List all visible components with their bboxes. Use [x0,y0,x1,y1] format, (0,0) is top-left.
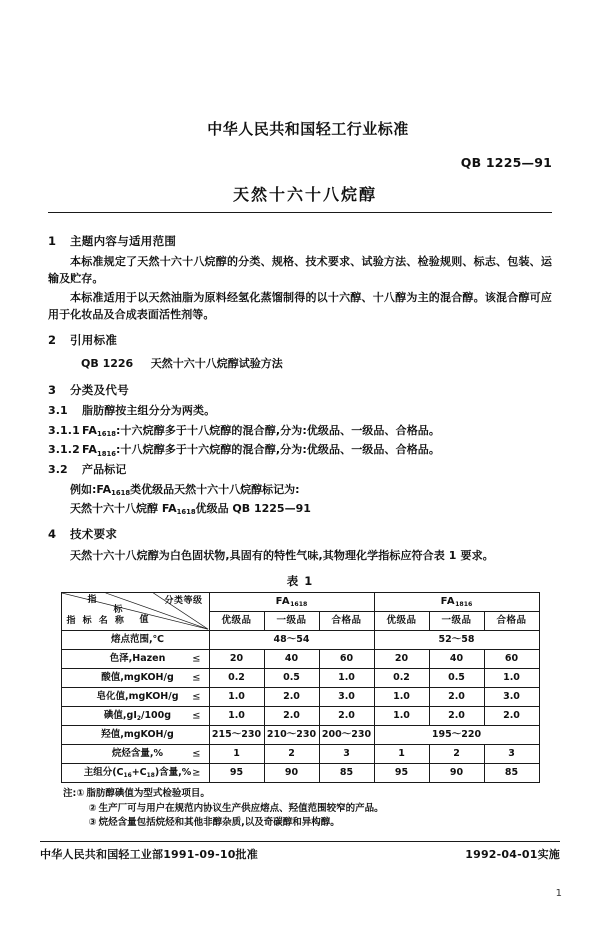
table-row [61,668,539,687]
row-value-cell: 195～220 [374,725,539,744]
standard-number: QB 1225—91 [460,155,552,170]
row-operator: ≥ [192,767,201,779]
approval-statement: 中华人民共和国轻工业部1991-09-10批准 [40,848,258,861]
row-value-cell: 200～230 [319,725,374,744]
clause-heading-1 [48,233,552,250]
clause-number-1: 1 [48,234,57,248]
clause-4-para-1: 天然十六十八烷醇为白色固状物,具固有的特性气味,其物理化学指标应符合表 1 要求。 [70,548,494,562]
row-label-melting-point [61,630,209,649]
product-mark-line-post: 优级品 QB 1225—91 [195,501,311,515]
clause-title-2: 引用标准 [70,333,118,348]
subclause-text-3-1: 脂肪醇按主组分分为两类。 [82,404,216,417]
row-label-text: 烷烃含量,% [111,747,164,759]
row-label-subscript-1: 16 [123,772,132,779]
subclause-number-3-2: 3.2 [48,463,68,477]
row-value-cell: 2.0 [319,706,374,725]
product-mark-line-subscript: 1618 [176,507,196,516]
product-mark-example-post: 类优级品天然十六十八烷醇标记为: [130,482,300,496]
clause-heading-4 [48,526,552,543]
table-grade-header-3: 合格品 [319,611,374,630]
row-operator: ≤ [192,691,201,703]
note-marker: ① [76,787,85,799]
row-value-cell: 95 [374,763,429,782]
table-note-item [61,816,539,831]
row-label-text: 羟值,mgKOH/g [101,728,174,740]
table-corner-value-char-1: 指 [87,594,98,605]
row-label-iodine-value [61,706,209,725]
clause-1-para-1: 本标准规定了天然十六十八烷醇的分类、规格、技术要求、试验方法、检验规则、标志、包装、运输及贮存。 [48,255,552,286]
clause-number-3: 3 [48,382,57,397]
row-value-cell: 1.0 [209,687,264,706]
table-caption: 表 1 [286,573,314,588]
row-value-cell: 2.0 [264,706,319,725]
title-block [48,118,552,205]
row-value-cell: 3 [484,744,539,763]
table-row [61,649,539,668]
row-value-cell: 215～230 [209,725,264,744]
table-corner-value-char-3: 值 [139,614,150,625]
table-grade-header-6: 合格品 [484,611,539,630]
row-label-text-mid: +C [131,766,147,778]
row-value-cell: 2.0 [429,687,484,706]
row-label-text: 熔点范围,℃ [110,633,165,645]
row-label-subscript: 2 [136,715,141,722]
referenced-standard-code: QB 1226 [81,356,134,370]
group-1-code: FA [275,596,291,608]
product-mark-example [48,482,552,499]
row-value-cell: 3.0 [484,687,539,706]
row-value-cell: 2.0 [264,687,319,706]
subclause-text-3-1-1: :十六烷醇多于十八烷醇的混合醇,分为:优级品、一级品、合格品。 [115,423,441,437]
row-label-text: 色泽,Hazen [109,652,166,664]
clause-title-4: 技术要求 [70,527,118,542]
subclause-code-3-1-2: FA [82,443,97,457]
subclause-number-3-1: 3.1 [48,404,68,417]
subclause-3-2 [48,462,552,479]
clause-number-2: 2 [48,333,57,348]
row-value-cell: 1.0 [319,668,374,687]
table-row [61,744,539,763]
product-mark-example-pre: 例如:FA [70,482,112,496]
row-value-cell: 20 [374,649,429,668]
row-value-cell: 3.0 [319,687,374,706]
row-value-cell: 48～54 [209,630,374,649]
clause-1-para-2: 本标准适用于以天然油脂为原料经氢化蒸馏制得的以十六醇、十八醇为主的混合醇。该混合醇可应用于化妆品及合成表面活性剂等。 [48,290,552,321]
clause-heading-2 [48,332,552,349]
clause-heading-3 [48,382,552,399]
product-mark-line-pre: 天然十六十八烷醇 FA [70,501,177,515]
row-label-text-pre: 主组分(C [83,766,124,778]
specification-table [61,592,540,783]
subclause-3-1 [48,403,552,420]
row-value-cell: 3 [319,744,374,763]
row-value-cell: 2.0 [484,706,539,725]
row-label-text: 酸值,mgKOH/g [101,671,174,683]
product-mark-example-subscript: 1618 [111,489,131,498]
subclause-text-3-2: 产品标记 [82,463,127,477]
row-value-cell: 85 [484,763,539,782]
subclause-3-1-2 [48,442,552,459]
row-value-cell: 60 [319,649,374,668]
table-corner-name-label: 指 标 名 称 [66,616,126,627]
group-1-subscript: 1618 [290,601,308,609]
table-notes [61,787,539,831]
table-grade-header-1: 优级品 [209,611,264,630]
group-2-subscript: 1816 [455,601,473,609]
table-corner-grade-label: 分类等级 [164,595,203,606]
row-value-cell: 2 [264,744,319,763]
row-value-cell: 2 [429,744,484,763]
row-value-cell: 1 [374,744,429,763]
subclause-3-1-1 [48,423,552,440]
table-grade-header-5: 一级品 [429,611,484,630]
row-value-cell: 1.0 [209,706,264,725]
group-2-code: FA [440,596,456,608]
table-grade-header-4: 优级品 [374,611,429,630]
note-text: 脂肪醇碘值为型式检验项目。 [86,787,210,799]
footer-divider [40,841,560,842]
table-row [61,706,539,725]
row-value-cell: 1.0 [374,687,429,706]
row-operator: ≤ [192,710,201,722]
row-value-cell: 0.2 [374,668,429,687]
row-label-subscript-2: 18 [146,772,155,779]
table-row [61,630,539,649]
row-label-text-post: /100g [140,709,172,721]
row-label-text-post: )含量,% [154,766,192,778]
page-number: 1 [555,888,562,899]
product-mark-line [48,501,552,518]
effective-date: 1992-04-01实施 [465,848,560,861]
row-label-saponification-value [61,687,209,706]
subclause-number-3-1-2: 3.1.2 [48,443,80,457]
clause-title-3: 分类及代号 [70,382,129,397]
row-value-cell: 20 [209,649,264,668]
table-corner-cell [61,592,209,630]
table-row [61,763,539,782]
subclause-code-subscript-3-1-1: 1618 [96,429,116,438]
row-value-cell: 40 [429,649,484,668]
row-value-cell: 90 [429,763,484,782]
row-operator: ≤ [192,748,201,760]
row-label-text-pre: 碘值,gI [103,709,137,721]
note-marker: ③ [88,817,97,829]
table-corner-value-char-2: 标 [113,604,124,615]
subclause-number-3-1-1: 3.1.1 [48,423,80,437]
clause-number-4: 4 [48,527,57,542]
row-operator: ≤ [192,653,201,665]
row-value-cell: 95 [209,763,264,782]
row-label-main-component-content [61,763,209,782]
row-label-alkane-content [61,744,209,763]
table-header-row-groups [61,592,539,611]
subclause-code-3-1-1: FA [82,423,97,437]
row-label-hydroxyl-value [61,725,209,744]
table-note-item [61,802,539,817]
standard-category: 中华人民共和国轻工行业标准 [207,120,409,138]
row-value-cell: 52～58 [374,630,539,649]
row-value-cell: 1 [209,744,264,763]
row-value-cell: 0.5 [429,668,484,687]
row-value-cell: 0.2 [209,668,264,687]
title-divider [48,212,552,213]
subclause-code-subscript-3-1-2: 1816 [96,449,116,458]
notes-prefix: 注: [63,787,77,799]
table-row [61,725,539,744]
table-group-header-2 [374,592,539,611]
clause-title-1: 主题内容与适用范围 [70,234,177,248]
note-marker: ② [88,802,97,814]
row-label-text: 皂化值,mgKOH/g [96,690,179,702]
standard-title: 天然十六十八烷醇 [232,185,377,204]
row-value-cell: 90 [264,763,319,782]
page-footer [40,846,560,862]
referenced-standard-title: 天然十六十八烷醇试验方法 [150,356,283,370]
row-value-cell: 2.0 [429,706,484,725]
row-value-cell: 60 [484,649,539,668]
row-value-cell: 85 [319,763,374,782]
subclause-text-3-1-2: :十八烷醇多于十六烷醇的混合醇,分为:优级品、一级品、合格品。 [115,443,441,457]
note-text: 烷烃含量包括烷烃和其他非醇杂质,以及奇碳醇和异构醇。 [98,817,340,829]
row-label-acid-value [61,668,209,687]
table-row [61,687,539,706]
row-value-cell: 1.0 [484,668,539,687]
table-note-item [61,787,539,802]
document-body [48,224,552,831]
table-grade-header-2: 一级品 [264,611,319,630]
row-value-cell: 1.0 [374,706,429,725]
row-operator: ≤ [192,672,201,684]
referenced-standard [48,356,552,373]
row-value-cell: 210～230 [264,725,319,744]
table-group-header-1 [209,592,374,611]
row-value-cell: 0.5 [264,668,319,687]
note-text: 生产厂可与用户在规范内协议生产供应熔点、羟值范围较窄的产品。 [98,802,384,814]
row-label-colour [61,649,209,668]
row-value-cell: 40 [264,649,319,668]
